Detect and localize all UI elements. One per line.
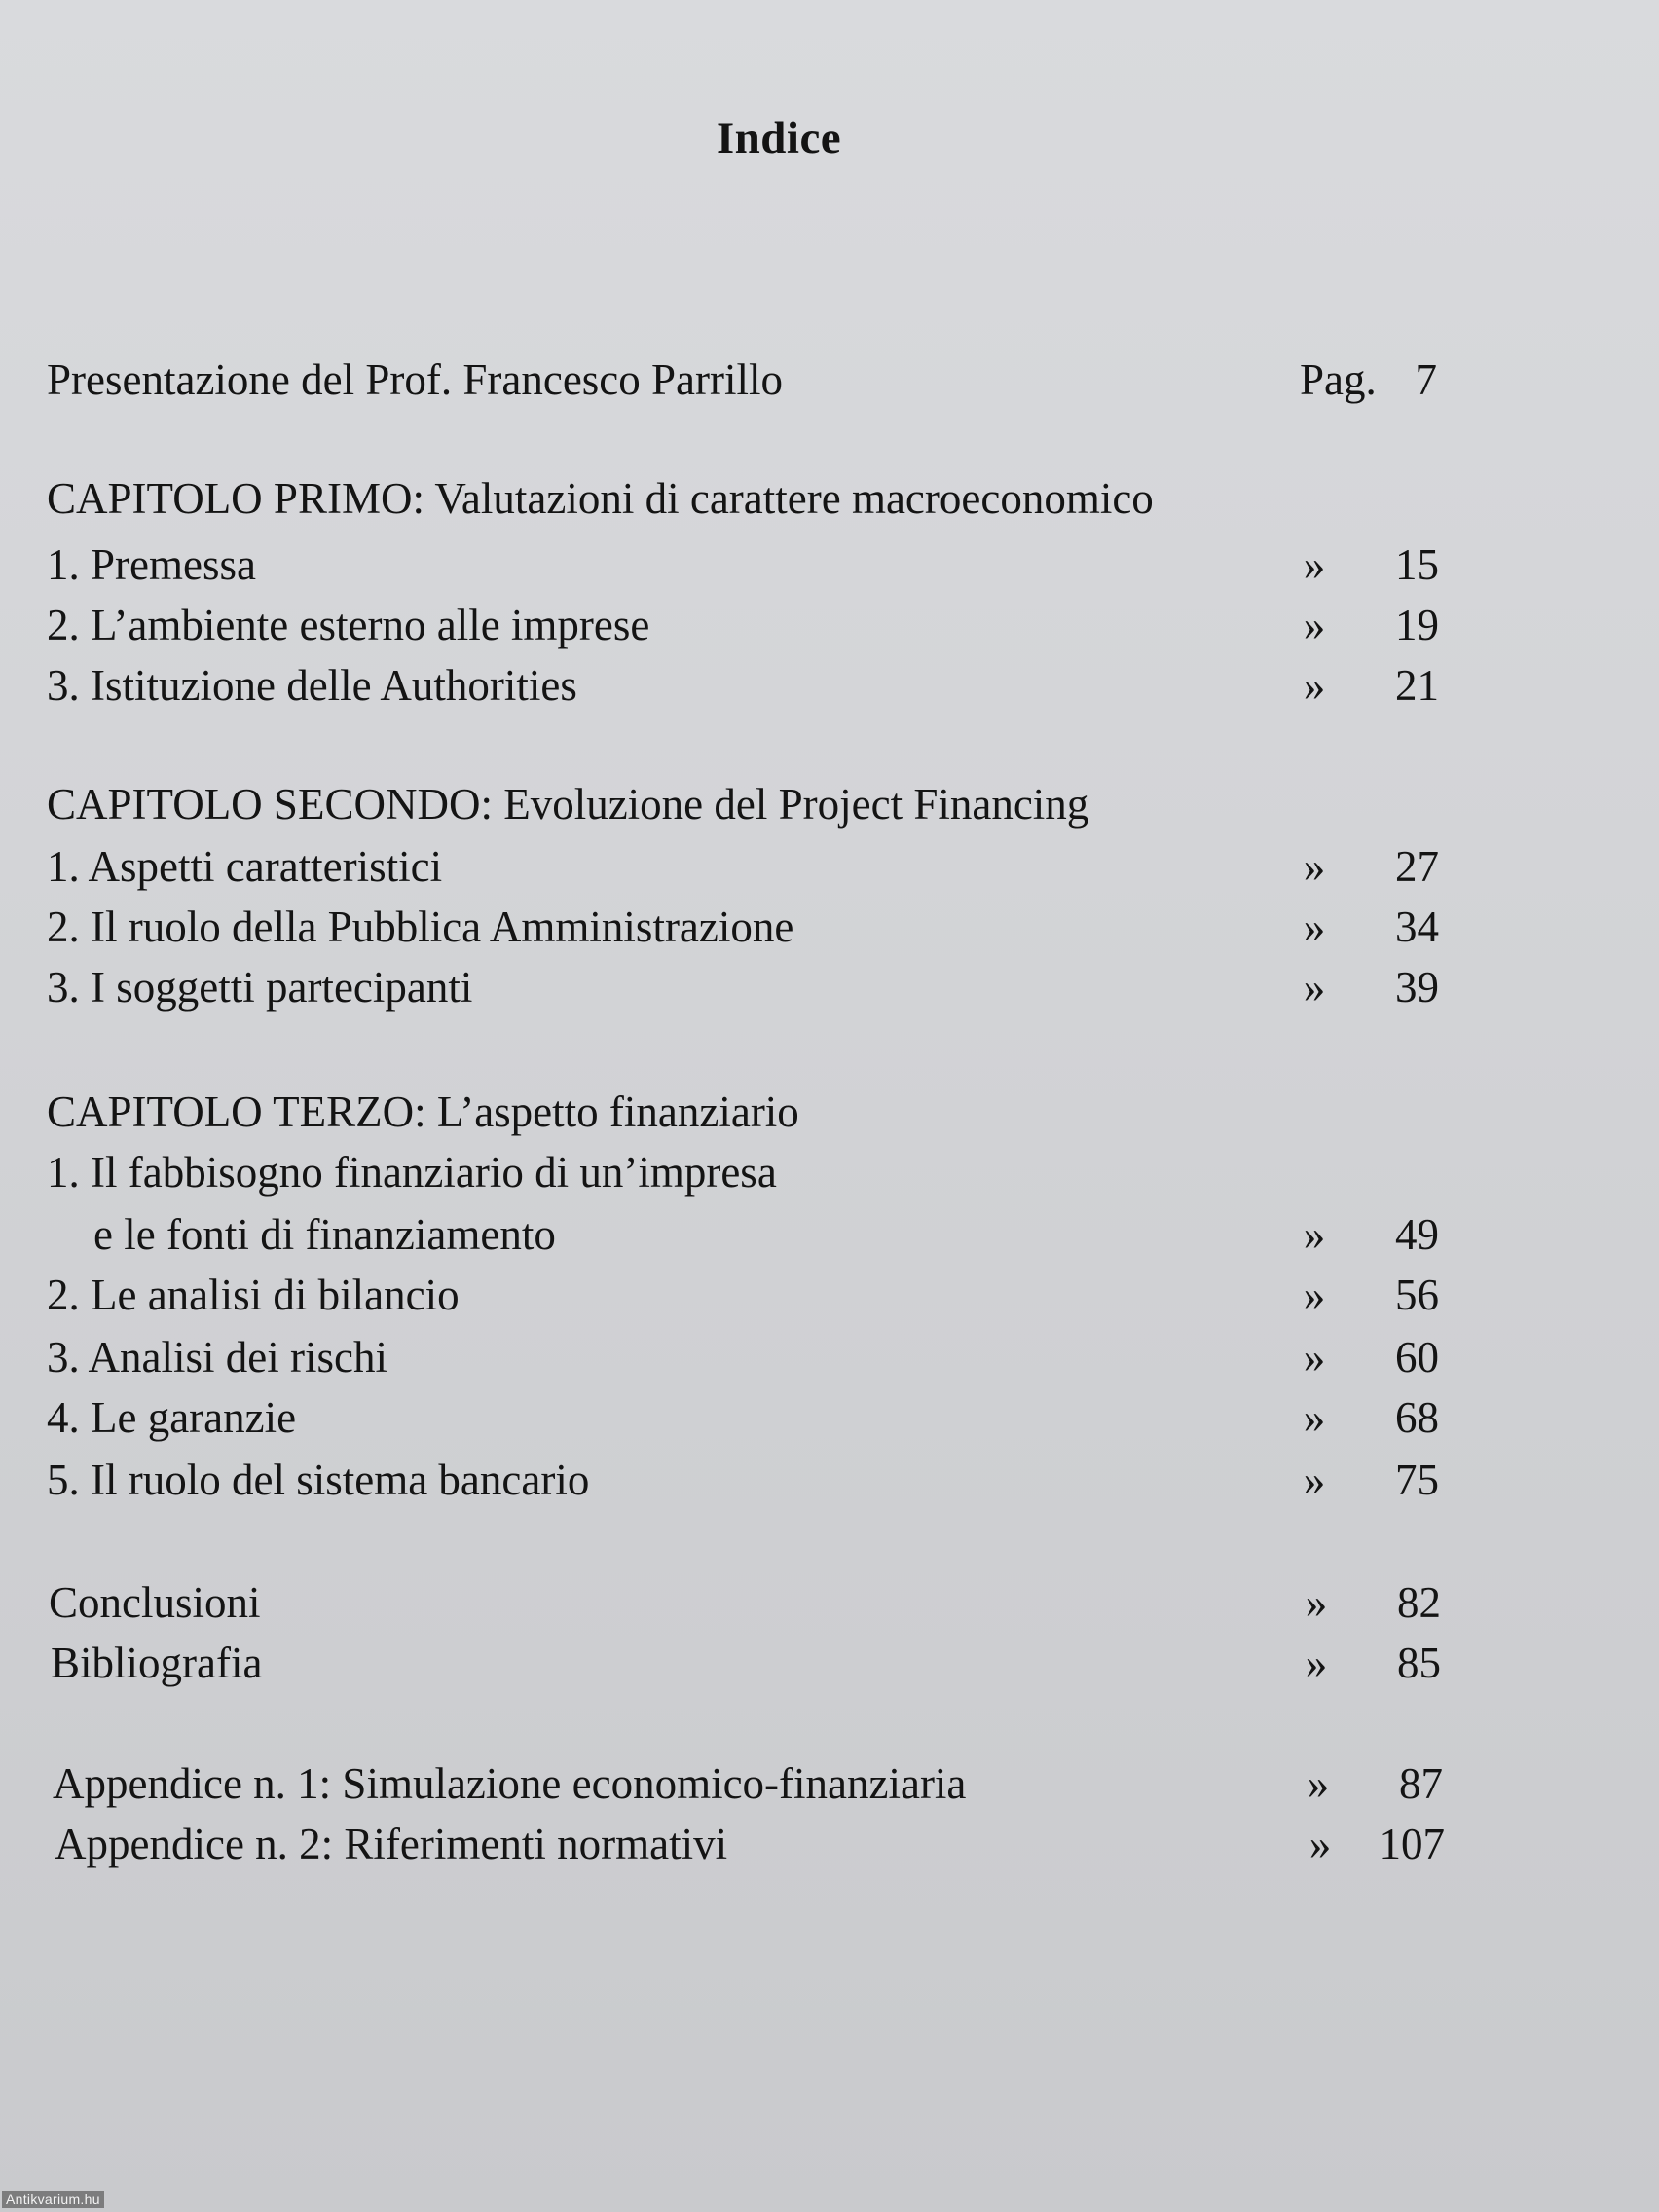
toc-page-number: 68 — [1395, 1393, 1439, 1442]
toc-entry — [0, 596, 1659, 654]
toc-entry-text: e le fonti di finanziamento — [93, 1210, 556, 1259]
ditto-mark: » — [1303, 1333, 1326, 1382]
ditto-mark: » — [1303, 601, 1326, 649]
toc-entry — [0, 656, 1659, 715]
chapter-heading-3 — [0, 1083, 1659, 1141]
toc-entry — [0, 1573, 1659, 1632]
page-label: Pag. — [1300, 355, 1377, 404]
watermark: Antikvarium.hu — [2, 2191, 104, 2208]
toc-entry — [0, 1754, 1659, 1813]
toc-entry — [0, 1815, 1659, 1873]
toc-entry — [0, 1328, 1659, 1386]
toc-entry-text: 3. Analisi dei rischi — [47, 1333, 387, 1382]
toc-entry-text: 2. L’ambiente esterno alle imprese — [47, 601, 650, 649]
ditto-mark: » — [1303, 1210, 1326, 1259]
toc-entry — [0, 1143, 1659, 1201]
toc-entry-text: 1. Il fabbisogno finanziario di un’impresa — [47, 1148, 777, 1197]
toc-page-number: 15 — [1395, 540, 1439, 589]
toc-entry — [0, 1451, 1659, 1509]
toc-entry-text: Presentazione del Prof. Francesco Parrillo — [47, 355, 784, 404]
toc-entry-continuation — [0, 1205, 1659, 1264]
chapter-heading-text: CAPITOLO PRIMO: Valutazioni di carattere macroeconomico — [47, 474, 1154, 523]
ditto-mark: » — [1303, 842, 1326, 891]
toc-entry — [0, 535, 1659, 594]
ditto-mark: » — [1303, 1271, 1326, 1319]
toc-entry-text: 4. Le garanzie — [47, 1393, 297, 1442]
toc-entry — [0, 898, 1659, 956]
toc-entry-presentation — [0, 350, 1659, 409]
toc-entry-text: 2. Il ruolo della Pubblica Amministrazione — [47, 903, 794, 951]
toc-entry — [0, 1388, 1659, 1447]
toc-page-number: 19 — [1395, 601, 1439, 649]
toc-entry — [0, 958, 1659, 1016]
toc-entry — [0, 1634, 1659, 1692]
chapter-heading-text: CAPITOLO SECONDO: Evoluzione del Project Financing — [47, 780, 1089, 829]
toc-page-number: 87 — [1399, 1759, 1443, 1808]
ditto-mark: » — [1307, 1759, 1330, 1808]
toc-page-number: 49 — [1395, 1210, 1439, 1259]
toc-entry-text: 1. Premessa — [47, 540, 256, 589]
toc-entry-text: Bibliografia — [51, 1639, 263, 1687]
ditto-mark: » — [1303, 963, 1326, 1012]
toc-page-number: 7 — [1415, 355, 1437, 404]
toc-entry-text: 3. Istituzione delle Authorities — [47, 661, 577, 710]
toc-page-number: 34 — [1395, 903, 1439, 951]
ditto-mark: » — [1305, 1639, 1328, 1687]
toc-page-number: 75 — [1395, 1456, 1439, 1504]
ditto-mark: » — [1305, 1578, 1328, 1627]
ditto-mark: » — [1303, 903, 1326, 951]
toc-entry-text: 1. Aspetti caratteristici — [47, 842, 443, 891]
toc-page-number: 85 — [1397, 1639, 1441, 1687]
toc-page-number: 27 — [1395, 842, 1439, 891]
toc-page-number: 39 — [1395, 963, 1439, 1012]
toc-page-number: 56 — [1395, 1271, 1439, 1319]
ditto-mark: » — [1303, 661, 1326, 710]
toc-page-number: 60 — [1395, 1333, 1439, 1382]
toc-entry-text: 3. I soggetti partecipanti — [47, 963, 473, 1012]
ditto-mark: » — [1303, 1456, 1326, 1504]
toc-entry — [0, 837, 1659, 896]
ditto-mark: » — [1303, 540, 1326, 589]
ditto-mark: » — [1309, 1820, 1332, 1868]
chapter-heading-text: CAPITOLO TERZO: L’aspetto finanziario — [47, 1088, 799, 1136]
toc-entry-text: 5. Il ruolo del sistema bancario — [47, 1456, 590, 1504]
chapter-heading-1 — [0, 469, 1659, 528]
toc-entry-text: Conclusioni — [49, 1578, 261, 1627]
page-title: Indice — [716, 113, 842, 164]
ditto-mark: » — [1303, 1393, 1326, 1442]
toc-entry-text: Appendice n. 1: Simulazione economico-finanziaria — [53, 1759, 967, 1808]
toc-entry-text: Appendice n. 2: Riferimenti normativi — [55, 1820, 728, 1868]
toc-entry — [0, 1266, 1659, 1324]
chapter-heading-2 — [0, 775, 1659, 833]
toc-entry-text: 2. Le analisi di bilancio — [47, 1271, 460, 1319]
toc-page-number: 107 — [1379, 1820, 1445, 1868]
toc-page-number: 82 — [1397, 1578, 1441, 1627]
toc-page-number: 21 — [1395, 661, 1439, 710]
